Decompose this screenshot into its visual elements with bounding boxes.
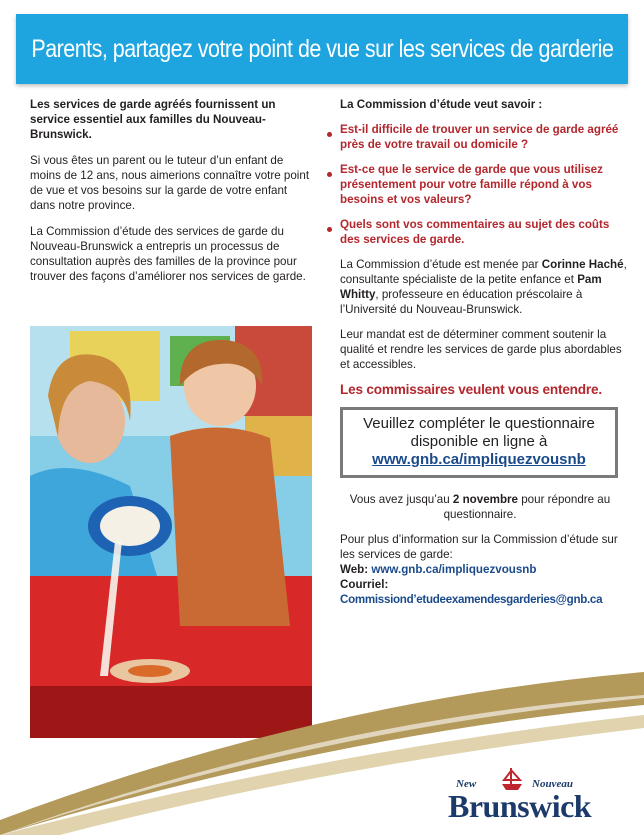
deadline-pre: Vous avez jusqu’au [349, 493, 453, 506]
new-brunswick-logo [448, 766, 638, 826]
led-intro: La Commission d’étude est menée par [340, 258, 539, 271]
logo-new: New [456, 778, 477, 790]
want-to-hear-heading: Les commissaires veulent vous entendre. [340, 382, 602, 397]
question-text: Quels sont vos commentaires au sujet des coûts des services de garde. [340, 218, 610, 246]
bullet-dot-icon [327, 227, 332, 232]
email-link[interactable]: Commissiond’etudeexamendesgarderies@gnb.ca [340, 593, 603, 606]
title-banner [16, 14, 628, 84]
survey-callout [340, 407, 618, 478]
person-name: Corinne Haché [541, 258, 624, 271]
logo-brunswick: Brunswick [448, 788, 592, 824]
person-role: , consultante spécialiste de la petite enfance et [340, 258, 627, 286]
question-item [340, 162, 630, 207]
left-column [30, 97, 312, 295]
deadline-post: pour répondre au questionnaire. [443, 493, 611, 521]
logo-nouveau: Nouveau [532, 778, 573, 790]
questions-title: La Commission d’étude veut savoir : [340, 98, 543, 111]
led-by-paragraph [340, 257, 630, 317]
parent-paragraph: Si vous êtes un parent ou le tuteur d’un enfant de moins de 12 ans, nous aimerions connaître votre point de vue et vos besoins sur la garde de votre enfant dans notre province. [30, 154, 310, 212]
email-label-text: Courriel: [340, 578, 389, 591]
info-text: Pour plus d’information sur la Commission d’étude sur les services de garde: [340, 533, 618, 561]
deadline-date: 2 novembre [452, 493, 519, 506]
deadline-text [340, 492, 620, 522]
page-title: Parents, partagez votre point de vue sur les services de garderie [31, 34, 613, 63]
bullet-dot-icon [327, 132, 332, 137]
questions-list [340, 122, 630, 247]
web-label: Web: [340, 563, 372, 576]
question-text: Est-ce que le service de garde que vous utilisez présentement pour votre famille répond à vos besoins et vos valeurs? [340, 163, 603, 206]
right-column [340, 97, 630, 607]
intro-paragraph: Les services de garde agréés fournissent un service essentiel aux familles du Nouveau-Brunswick. [30, 98, 276, 141]
commission-paragraph: La Commission d’étude des services de garde du Nouveau-Brunswick a entrepris un processus de consultation auprès des familles de la province pour trouver des façons d’améliorer nos services de garde. [30, 225, 306, 283]
mandate-paragraph: Leur mandat est de déterminer comment soutenir la qualité et rendre les services de garde plus abordables et accessibles. [340, 328, 622, 371]
question-item [340, 217, 630, 247]
question-text: Est-il difficile de trouver un service de garde agréé près de votre travail ou domicile ? [340, 123, 619, 151]
email-label [340, 577, 630, 592]
bullet-dot-icon [327, 172, 332, 177]
survey-link[interactable]: www.gnb.ca/impliquezvousnb [372, 451, 586, 468]
web-line [340, 562, 630, 577]
callout-text: Veuillez compléter le questionnaire disponible en ligne à [363, 415, 595, 450]
person-role: , professeure en éducation préscolaire à l’Université du Nouveau-Brunswick. [340, 288, 583, 316]
web-link[interactable]: www.gnb.ca/impliquezvousnb [371, 563, 537, 576]
person-name: Pam Whitty [340, 273, 602, 301]
contact-info [340, 532, 630, 607]
question-item [340, 122, 630, 152]
